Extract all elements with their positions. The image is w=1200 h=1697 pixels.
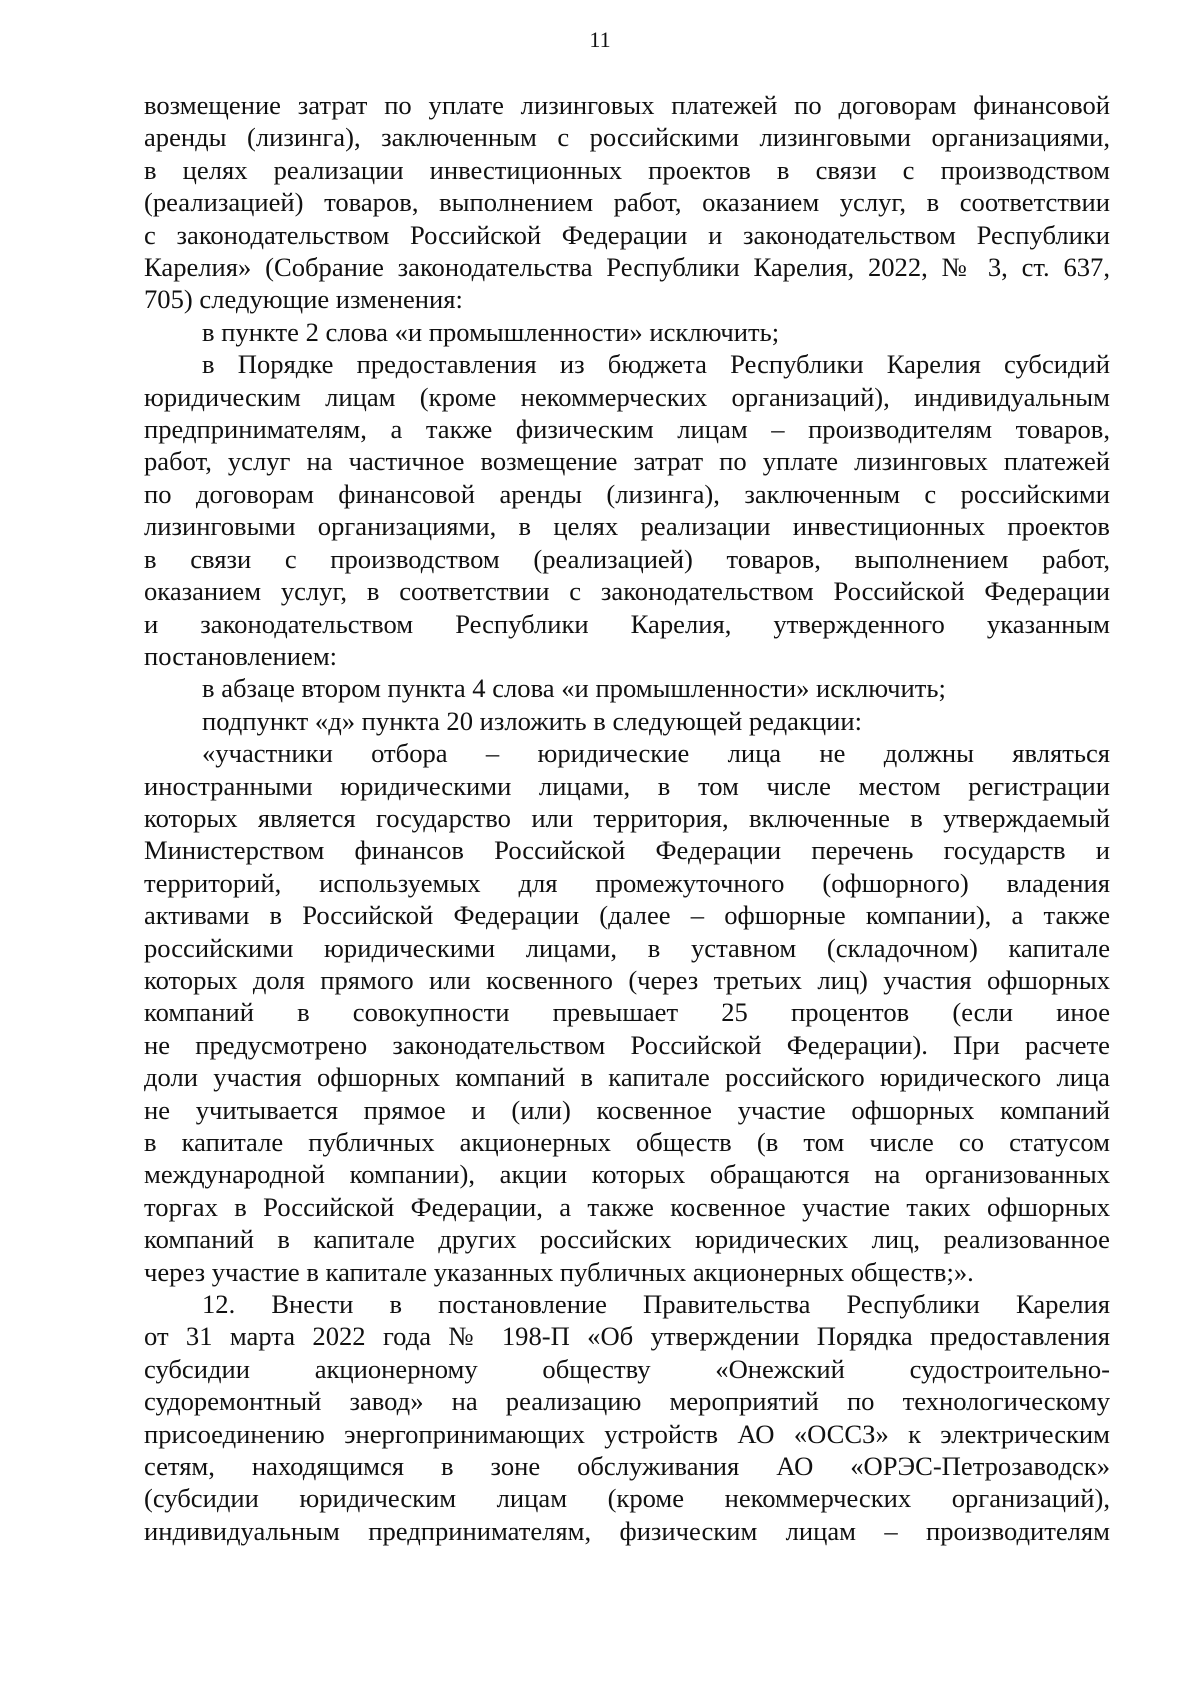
text-line: по договорам финансовой аренды (лизинга), заключенным с российскими xyxy=(144,478,1110,509)
text-line: которых доля прямого или косвенного (через третьих лиц) участия офшорных xyxy=(144,964,1110,995)
text-line: в целях реализации инвестиционных проектов в связи с производством xyxy=(144,154,1110,185)
text-line: аренды (лизинга), заключенным с российскими лизинговыми организациями, xyxy=(144,122,1110,153)
text-line: «участники отбора – юридические лица не должны являться xyxy=(202,738,1110,769)
text-line: не учитывается прямое и (или) косвенное участие офшорных компаний xyxy=(144,1094,1110,1125)
text-line: в абзаце втором пункта 4 слова «и промышленности» исключить; xyxy=(202,673,946,704)
text-line: и законодательством Республики Карелия, утвержденного указанным xyxy=(144,608,1110,639)
text-line: 12. Внести в постановление Правительства Республики Карелия xyxy=(202,1289,1110,1320)
text-line: сетям, находящимся в зоне обслуживания АО «ОРЭС-Петрозаводск» xyxy=(144,1451,1110,1482)
text-line: компаний в совокупности превышает 25 процентов (если иное xyxy=(144,997,1110,1028)
text-line: (субсидии юридическим лицам (кроме некоммерческих организаций), xyxy=(144,1483,1110,1514)
text-line: иностранными юридическими лицами, в том числе местом регистрации xyxy=(144,770,1110,801)
text-line: которых является государство или территория, включенные в утверждаемый xyxy=(144,802,1110,833)
text-line: юридическим лицам (кроме некоммерческих организаций), индивидуальным xyxy=(144,381,1110,412)
text-line: активами в Российской Федерации (далее – офшорные компании), а также xyxy=(144,900,1110,931)
text-line: доли участия офшорных компаний в капитале российского юридического лица xyxy=(144,1062,1110,1093)
text-line: присоединению энергопринимающих устройств АО «ОССЗ» к электрическим xyxy=(144,1418,1110,1449)
text-line: Карелия» (Собрание законодательства Республики Карелия, 2022, № 3, ст. 637, xyxy=(144,252,1110,283)
text-line: в Порядке предоставления из бюджета Республики Карелия субсидий xyxy=(202,349,1110,380)
text-line: лизинговыми организациями, в целях реализации инвестиционных проектов xyxy=(144,511,1110,542)
text-line: в пункте 2 слова «и промышленности» исключить; xyxy=(202,316,780,347)
text-line: территорий, используемых для промежуточного (офшорного) владения xyxy=(144,867,1110,898)
text-line: постановлением: xyxy=(144,640,338,671)
text-line: судоремонтный завод» на реализацию мероприятий по технологическому xyxy=(144,1386,1110,1417)
text-line: возмещение затрат по уплате лизинговых платежей по договорам финансовой xyxy=(144,90,1110,120)
page-number: 11 xyxy=(589,27,611,52)
text-line: в капитале публичных акционерных обществ (в том числе со статусом xyxy=(144,1127,1110,1157)
text-line: от 31 марта 2022 года № 198-П «Об утверждении Порядка предоставления xyxy=(144,1321,1110,1352)
text-line: в связи с производством (реализацией) товаров, выполнением работ, xyxy=(144,543,1110,574)
text-line: предпринимателям, а также физическим лицам – производителям товаров, xyxy=(144,414,1110,445)
document-body xyxy=(144,89,1110,1547)
text-line: торгах в Российской Федерации, а также косвенное участие таких офшорных xyxy=(144,1191,1110,1222)
text-line: (реализацией) товаров, выполнением работ, оказанием услуг, в соответствии xyxy=(144,187,1110,218)
text-line: субсидии акционерному обществу «Онежский судостроительно- xyxy=(144,1353,1110,1384)
text-line: российскими юридическими лицами, в уставном (складочном) капитале xyxy=(144,932,1110,963)
text-line: с законодательством Российской Федерации и законодательством Республики xyxy=(144,219,1110,250)
text-line: индивидуальным предпринимателям, физическим лицам – производителям xyxy=(144,1515,1110,1546)
text-line: 705) следующие изменения: xyxy=(144,284,463,315)
text-line: Министерством финансов Российской Федерации перечень государств и xyxy=(144,835,1110,866)
text-line: подпункт «д» пункта 20 изложить в следующей редакции: xyxy=(202,705,862,736)
text-line: работ, услуг на частичное возмещение затрат по уплате лизинговых платежей xyxy=(144,446,1110,477)
text-line: международной компании), акции которых обращаются на организованных xyxy=(144,1159,1110,1190)
text-line: не предусмотрено законодательством Российской Федерации). При расчете xyxy=(144,1029,1110,1060)
text-line: оказанием услуг, в соответствии с законодательством Российской Федерации xyxy=(144,576,1110,607)
text-line: компаний в капитале других российских юридических лиц, реализованное xyxy=(144,1224,1110,1255)
text-line: через участие в капитале указанных публичных акционерных обществ;». xyxy=(144,1256,974,1287)
